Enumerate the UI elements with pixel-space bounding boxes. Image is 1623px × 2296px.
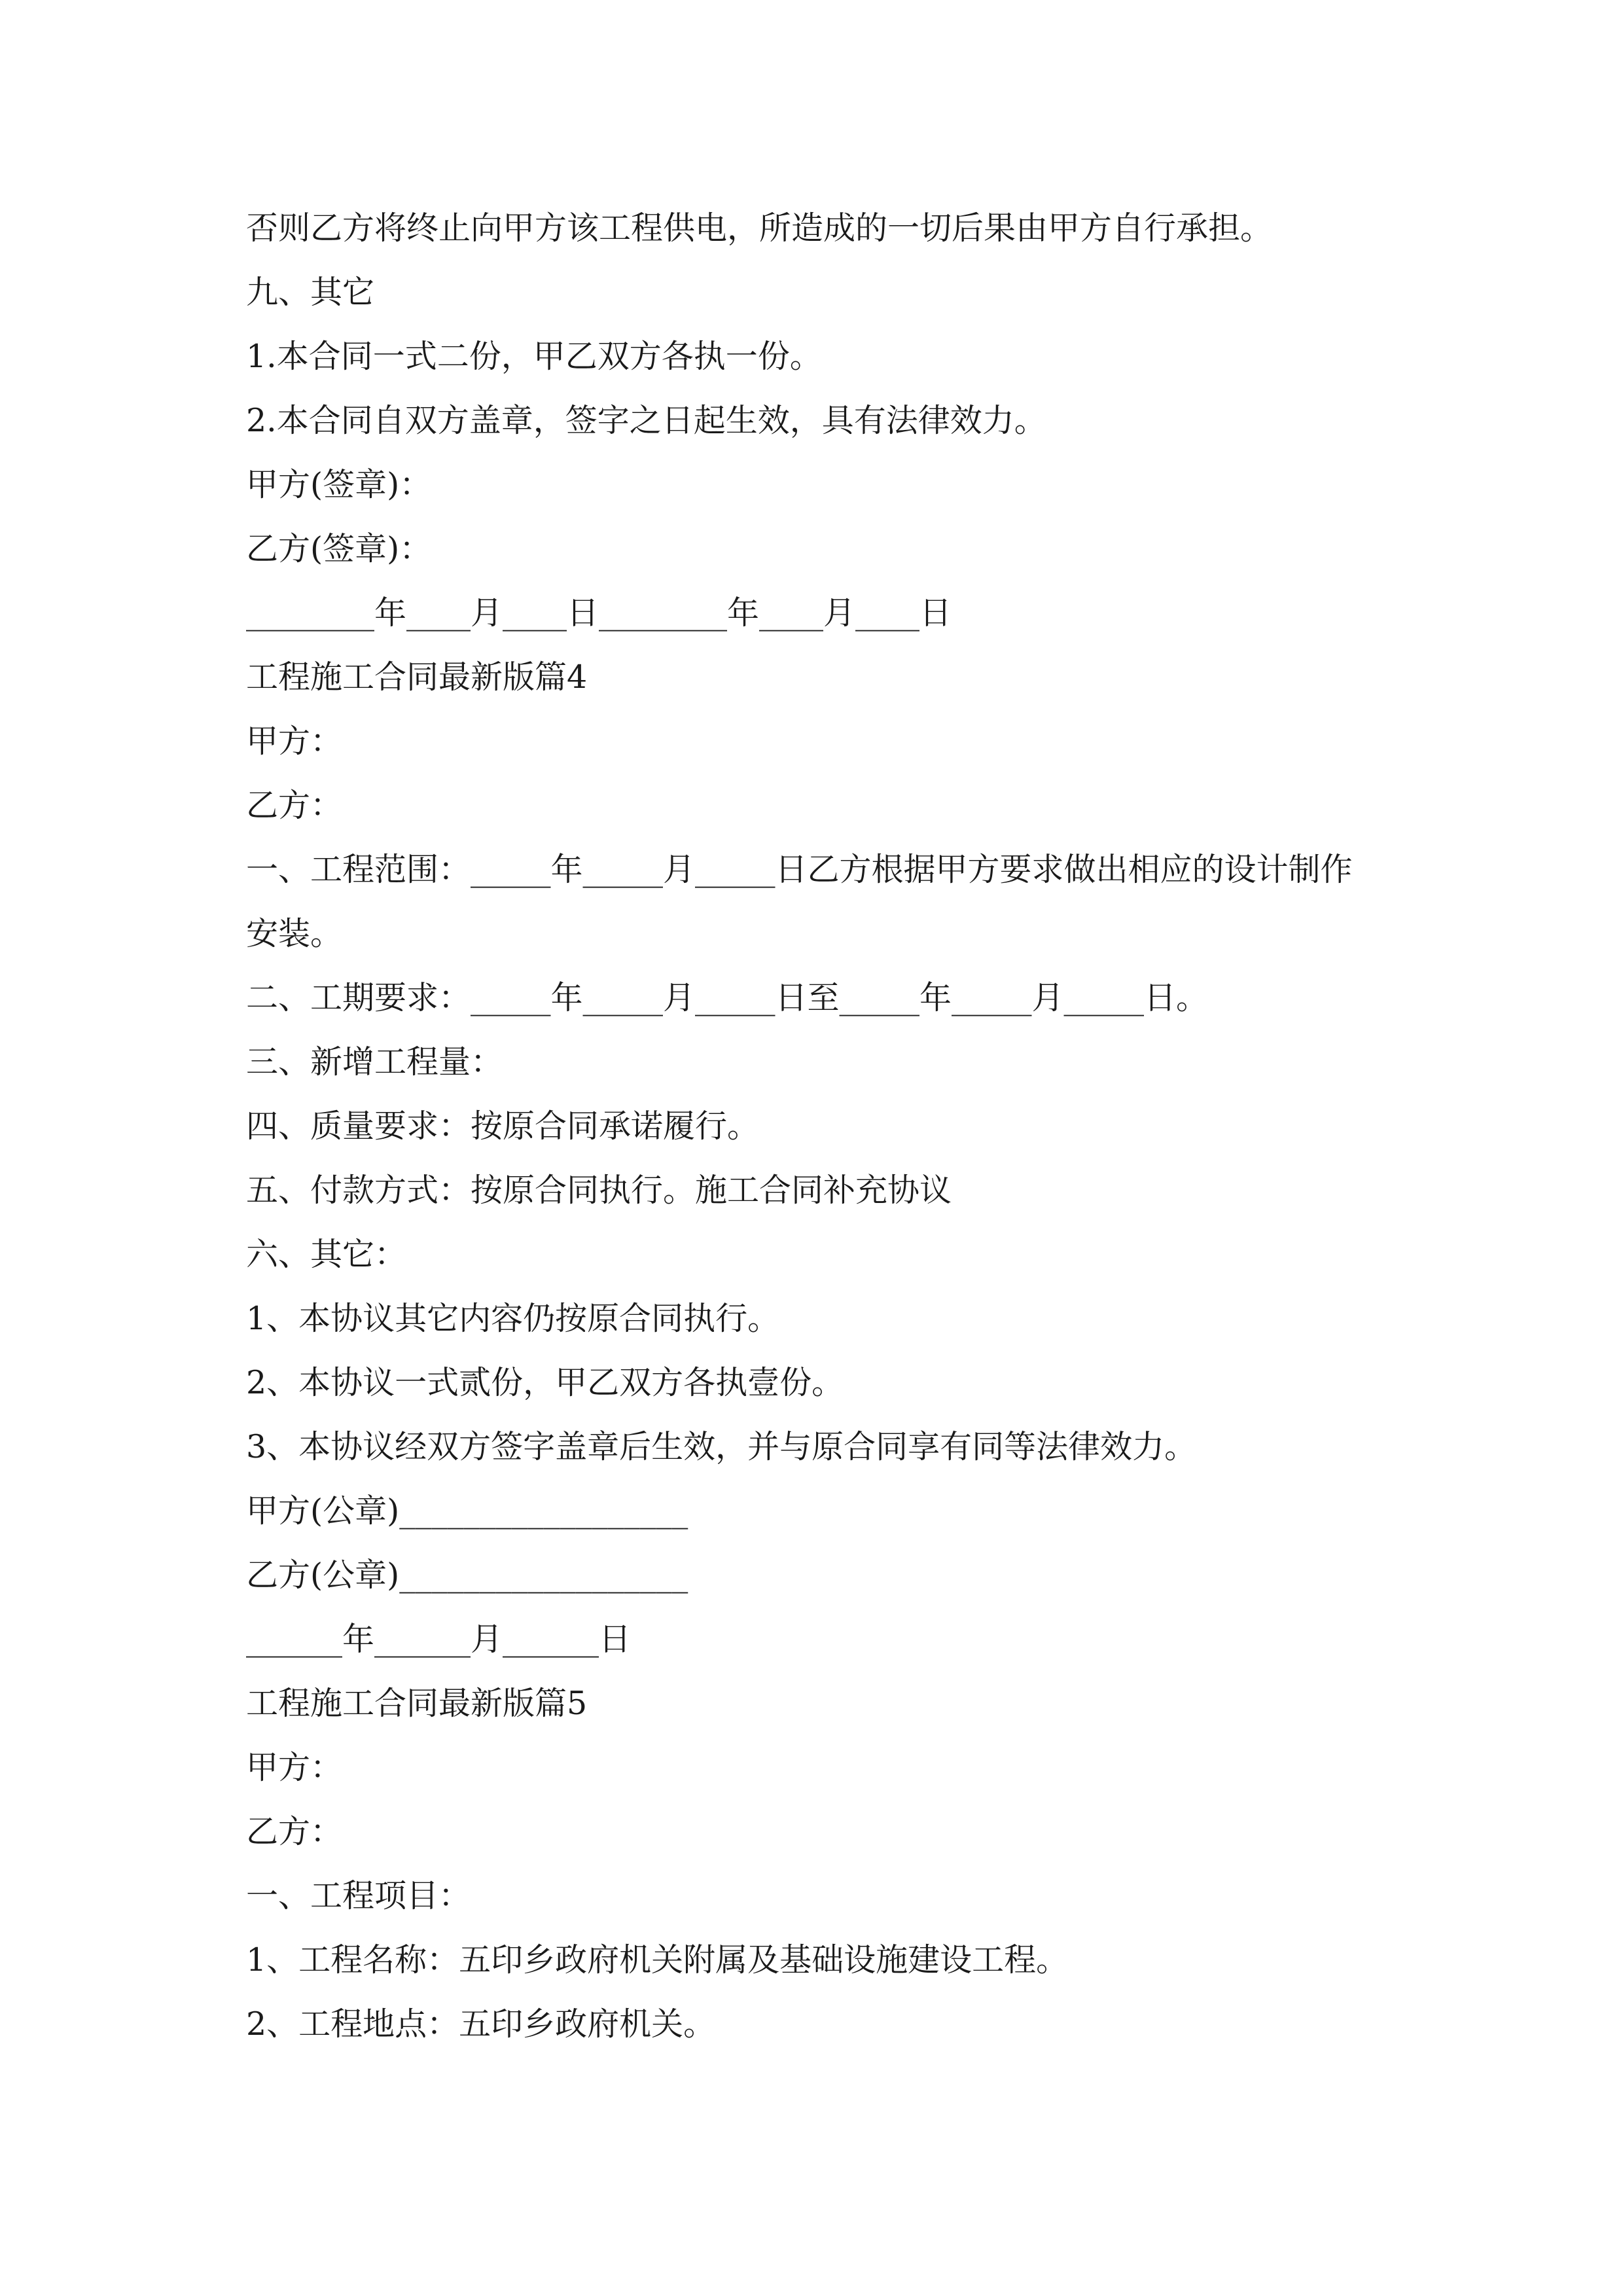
text-line: 2、工程地点：五印乡政府机关。 xyxy=(246,2005,716,2043)
party-b-label: 乙方： xyxy=(246,1813,343,1850)
date-line: ________年____月____日________年____月____日 xyxy=(246,594,952,632)
text-line: 1.本合同一式二份，甲乙双方各执一份。 xyxy=(246,338,822,375)
signature-line-party-a: 甲方(签章)： xyxy=(246,466,432,503)
text-line: 四、质量要求：按原合同承诺履行。 xyxy=(246,1107,760,1145)
text-line: 一、工程范围：_____年_____月_____日乙方根据甲方要求做出相应的设计制作 xyxy=(246,851,1353,888)
text-line: 1、本协议其它内容仍按原合同执行。 xyxy=(246,1300,780,1337)
party-a-label: 甲方： xyxy=(246,1749,343,1786)
text-line: 1、工程名称：五印乡政府机关附属及基础设施建设工程。 xyxy=(246,1941,1069,1979)
text-line: 二、工期要求：_____年_____月_____日至_____年_____月_____日。 xyxy=(246,979,1209,1016)
date-line: ______年______月______日 xyxy=(246,1621,632,1658)
party-b-label: 乙方： xyxy=(246,787,343,824)
text-line: 否则乙方将终止向甲方该工程供电，所造成的一切后果由甲方自行承担。 xyxy=(246,209,1273,247)
text-line: 2、本协议一式贰份，甲乙双方各执壹份。 xyxy=(246,1364,844,1401)
section-heading: 一、工程项目： xyxy=(246,1877,471,1914)
text-line: 3、本协议经双方签字盖章后生效，并与原合同享有同等法律效力。 xyxy=(246,1428,1197,1465)
contract-title: 工程施工合同最新版篇5 xyxy=(246,1685,588,1722)
signature-line-party-b: 乙方(签章)： xyxy=(246,530,432,567)
seal-line-party-a: 甲方(公章)__________________ xyxy=(246,1492,688,1530)
document-body xyxy=(246,196,1411,2056)
section-heading: 六、其它： xyxy=(246,1236,407,1273)
contract-title: 工程施工合同最新版篇4 xyxy=(246,658,588,696)
text-line: 五、付款方式：按原合同执行。施工合同补充协议 xyxy=(246,1172,952,1209)
party-a-label: 甲方： xyxy=(246,723,343,760)
text-line: 安装。 xyxy=(246,915,343,952)
text-line: 2.本合同自双方盖章，签字之日起生效，具有法律效力。 xyxy=(246,402,1046,439)
seal-line-party-b: 乙方(公章)__________________ xyxy=(246,1556,688,1594)
section-heading: 九、其它 xyxy=(246,274,375,311)
text-line: 三、新增工程量： xyxy=(246,1043,503,1081)
